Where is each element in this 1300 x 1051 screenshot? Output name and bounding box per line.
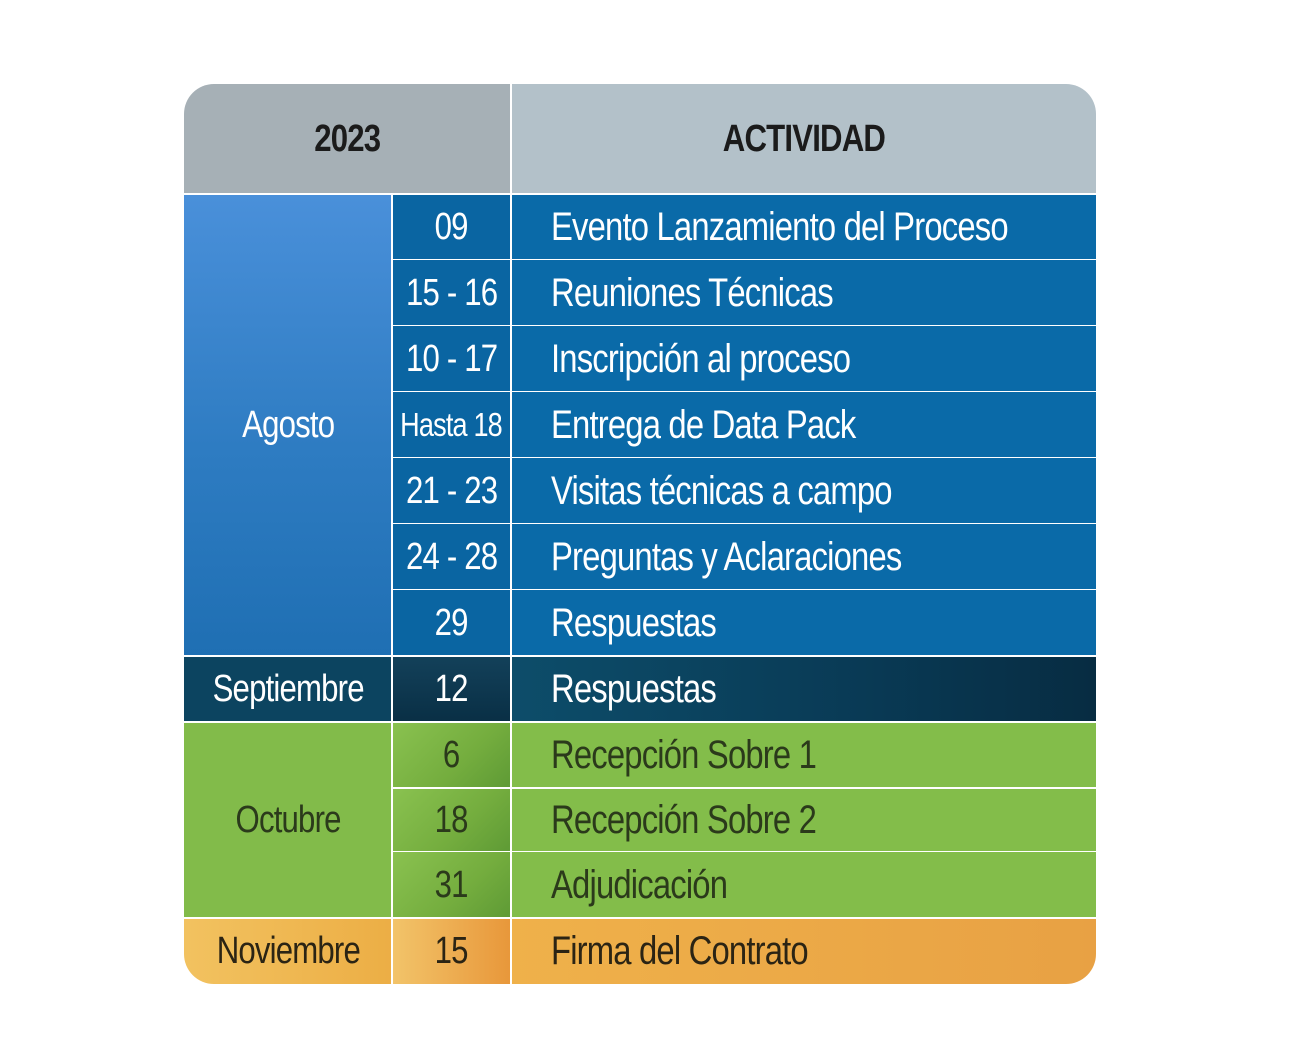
date-label: 21 - 23 [405,469,498,512]
month-september [184,656,392,722]
row-divider [184,721,1096,723]
activity-label: Adjudicación [551,862,728,907]
date-label: 15 [434,929,469,972]
activity-label: Respuestas [551,600,717,645]
date-cell [392,722,511,788]
month-august [184,194,392,656]
date-cell [392,260,511,326]
activity-label: Recepción Sobre 1 [551,732,817,777]
date-label: 31 [434,863,469,906]
date-cell [392,458,511,524]
activity-cell [511,260,1096,326]
month-november [184,918,392,984]
schedule-table [184,84,1096,984]
row-divider [392,391,1096,392]
date-label: 18 [434,798,469,841]
activity-cell [511,590,1096,656]
row-divider [392,523,1096,524]
activity-label: Evento Lanzamiento del Proceso [551,204,1008,249]
column-divider [510,84,512,984]
date-label: Hasta 18 [400,406,503,443]
header-year: 2023 [314,117,381,160]
date-cell [392,918,511,984]
date-cell [392,590,511,656]
activity-cell [511,458,1096,524]
header-year-cell [184,84,511,194]
date-cell [392,852,511,918]
activity-cell [511,918,1096,984]
activity-label: Reuniones Técnicas [551,270,833,315]
activity-cell [511,524,1096,590]
month-october [184,722,392,918]
date-cell [392,656,511,722]
date-label: 6 [443,733,460,776]
activity-label: Respuestas [551,666,717,711]
date-cell [392,326,511,392]
date-cell [392,194,511,260]
row-divider [184,655,1096,657]
date-cell [392,392,511,458]
activity-label: Inscripción al proceso [551,336,851,381]
activity-cell [511,788,1096,852]
row-divider [184,917,1096,919]
row-divider [392,851,1096,852]
date-label: 29 [434,601,469,644]
row-divider [392,787,1096,789]
date-label: 10 - 17 [405,337,498,380]
date-cell [392,788,511,852]
activity-cell [511,656,1096,722]
month-november-label: Noviembre [216,929,360,972]
date-label: 12 [434,667,469,710]
activity-label: Preguntas y Aclaraciones [551,534,902,579]
month-august-label: Agosto [241,403,335,446]
activity-cell [511,392,1096,458]
header-activity-cell [511,84,1096,194]
activity-label: Entrega de Data Pack [551,402,856,447]
activity-cell [511,194,1096,260]
activity-cell [511,326,1096,392]
date-cell [392,524,511,590]
row-divider [184,193,1096,195]
month-september-label: Septiembre [212,667,364,710]
activity-label: Visitas técnicas a campo [551,468,892,513]
activity-label: Firma del Contrato [551,928,808,973]
activity-cell [511,852,1096,918]
date-label: 15 - 16 [405,271,498,314]
date-label: 09 [434,205,469,248]
activity-label: Recepción Sobre 2 [551,797,817,842]
month-october-label: Octubre [235,798,341,841]
date-label: 24 - 28 [405,535,498,578]
row-divider [392,589,1096,590]
header-activity: ACTIVIDAD [722,117,885,160]
activity-cell [511,722,1096,788]
row-divider [392,259,1096,260]
row-divider [392,457,1096,458]
row-divider [392,325,1096,326]
